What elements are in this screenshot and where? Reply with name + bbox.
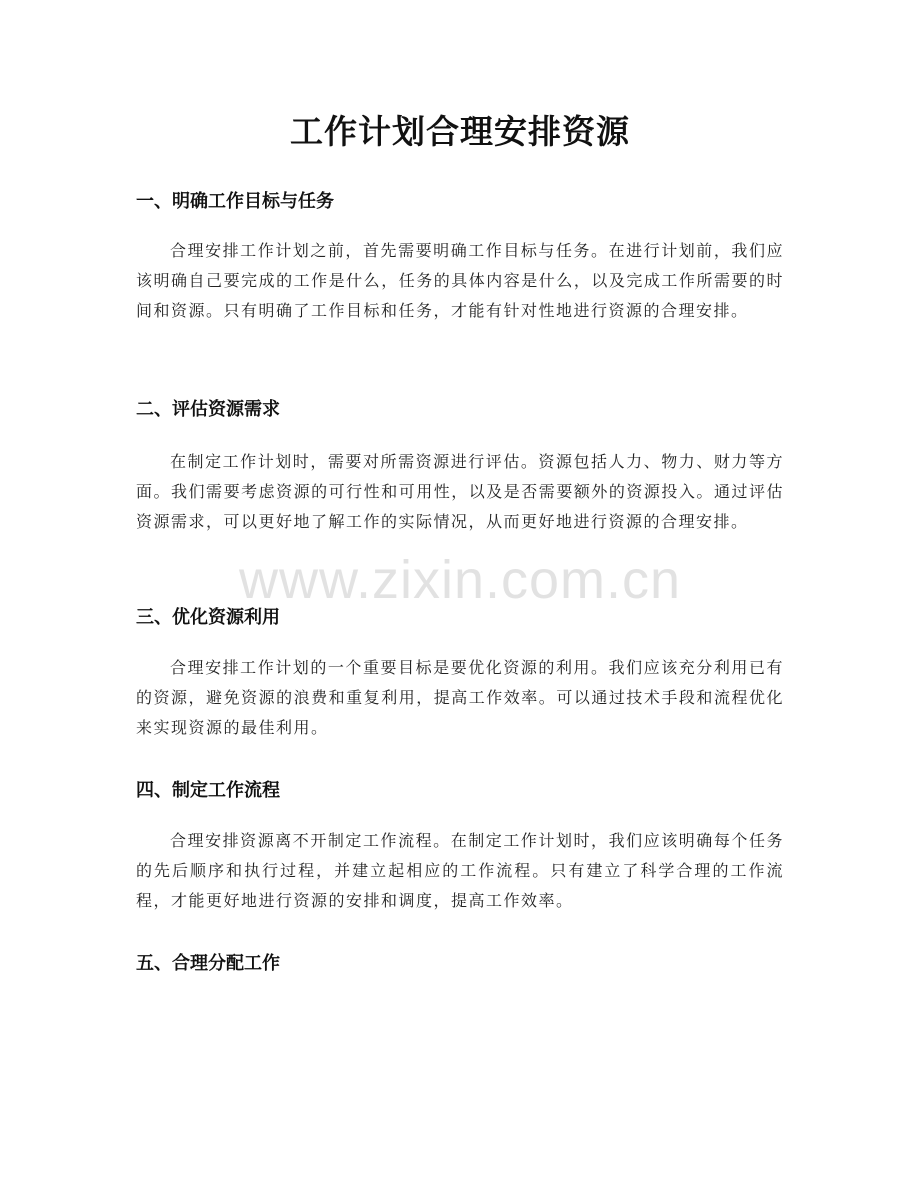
document-title: 工作计划合理安排资源 [290, 112, 630, 151]
section-1-paragraph: 合理安排工作计划之前，首先需要明确工作目标与任务。在进行计划前，我们应该明确自己要完成的工作是什么，任务的具体内容是什么，以及完成工作所需要的时间和资源。只有明确了工作目标和任务，才能有针对性地进行资源的合理安排。 [136, 241, 784, 320]
section-2-heading: 二、评估资源需求 [136, 399, 280, 420]
section-1-heading: 一、明确工作目标与任务 [136, 191, 334, 212]
section-5-heading: 五、合理分配工作 [136, 953, 280, 974]
section-3-paragraph: 合理安排工作计划的一个重要目标是要优化资源的利用。我们应该充分利用已有的资源，避免资源的浪费和重复利用，提高工作效率。可以通过技术手段和流程优化来实现资源的最佳利用。 [136, 658, 784, 737]
watermark: www.zixin.com.cn [238, 550, 682, 610]
section-3-heading: 三、优化资源利用 [136, 607, 280, 628]
section-4-heading: 四、制定工作流程 [136, 780, 280, 801]
section-2-paragraph: 在制定工作计划时，需要对所需资源进行评估。资源包括人力、物力、财力等方面。我们需要考虑资源的可行性和可用性，以及是否需要额外的资源投入。通过评估资源需求，可以更好地了解工作的实际情况，从而更好地进行资源的合理安排。 [136, 452, 784, 531]
section-4-paragraph: 合理安排资源离不开制定工作流程。在制定工作计划时，我们应该明确每个任务的先后顺序和执行过程，并建立起相应的工作流程。只有建立了科学合理的工作流程，才能更好地进行资源的安排和调度，提高工作效率。 [136, 831, 784, 910]
